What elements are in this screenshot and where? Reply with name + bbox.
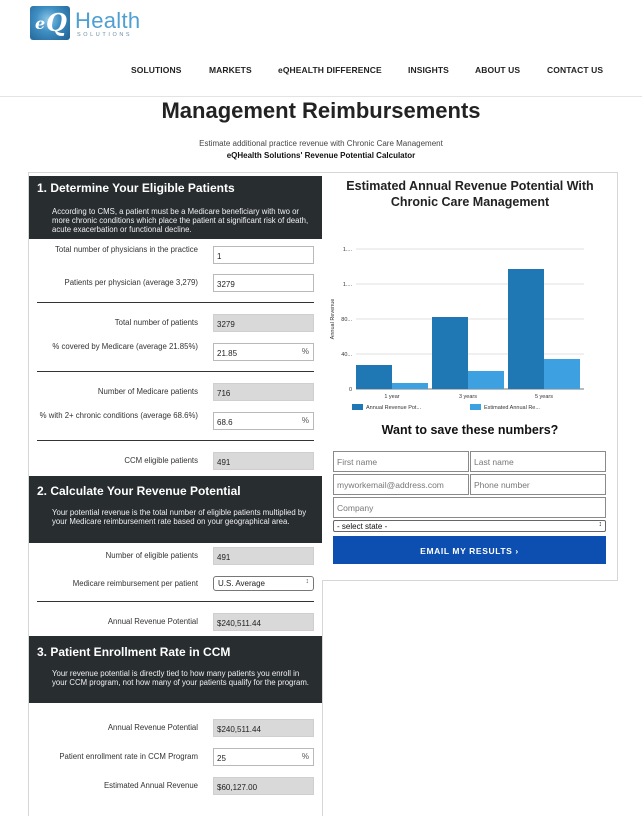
patients-per-physician-label: Patients per physician (average 3,279) <box>64 278 198 287</box>
results-panel <box>322 172 618 581</box>
last-name-input[interactable]: Last name <box>470 451 606 472</box>
x-tick-label: 1 year <box>384 394 400 400</box>
annual-revenue-label: Annual Revenue Potential <box>107 617 198 626</box>
section-3-header <box>29 636 322 703</box>
first-name-input[interactable]: First name <box>333 451 469 472</box>
company-input[interactable]: Company <box>333 497 606 518</box>
main-nav <box>0 65 642 77</box>
enrollment-rate-row <box>29 748 322 768</box>
reimbursement-row <box>29 575 322 595</box>
chronic-pct-label: % with 2+ chronic conditions (average 68.6%) <box>39 411 198 420</box>
chronic-pct-input[interactable] <box>213 412 314 430</box>
y-tick-label: 1.... <box>342 247 352 253</box>
annual-revenue-2-label: Annual Revenue Potential <box>107 723 198 732</box>
bar-estimated-revenue <box>392 383 428 389</box>
y-tick-label: 80... <box>341 317 352 323</box>
select-arrows-icon: ↕ <box>598 521 602 528</box>
email-results-button[interactable]: EMAIL MY RESULTS › <box>333 536 606 564</box>
phone-input[interactable]: Phone number <box>470 474 606 495</box>
annual-revenue-2-output: $240,511.44 <box>213 719 314 737</box>
ccm-eligible-row <box>29 452 322 472</box>
x-tick-label: 3 years <box>458 394 478 400</box>
ccm-eligible-output: 491 <box>213 452 314 470</box>
medicare-pct-input[interactable] <box>213 343 314 361</box>
enrollment-rate-input[interactable] <box>213 748 314 766</box>
revenue-chart <box>328 235 614 420</box>
bar-estimated-revenue <box>544 359 580 389</box>
bar-estimated-revenue <box>468 371 504 389</box>
state-select[interactable] <box>333 520 606 532</box>
email-input[interactable]: myworkemail@address.com <box>333 474 469 495</box>
section-3-description: Your revenue potential is directly tied to how many patients you enroll in your CCM program, not how many of your patients qualify for the program. <box>52 669 309 687</box>
section-2-description: Your potential revenue is the total number of eligible patients multiplied by your Medicare reimbursement rate based on your geographical area. <box>52 508 307 526</box>
state-select-value: - select state - <box>337 522 388 531</box>
legend-swatch <box>352 404 363 410</box>
eligible-patients-label: Number of eligible patients <box>105 551 198 560</box>
bar-revenue-potential <box>508 269 544 389</box>
y-axis-label: Annual Revenue <box>330 298 336 340</box>
y-tick-label: 1.... <box>342 282 352 288</box>
section-3-title: 3. Patient Enrollment Rate in CCM <box>37 645 231 659</box>
total-patients-output: 3279 <box>213 314 314 332</box>
legend-label: Annual Revenue Pot... <box>366 405 422 411</box>
chronic-pct-row <box>29 411 322 431</box>
section-1-header <box>29 176 322 239</box>
logo-wordmark: Health <box>75 8 141 33</box>
annual-revenue-row <box>29 613 322 633</box>
eligible-patients-row <box>29 547 322 567</box>
eligible-patients-output: 491 <box>213 547 314 565</box>
section-2-header <box>29 476 322 543</box>
chart-panel-title: Estimated Annual Revenue Potential With Chronic Care Management <box>346 179 594 209</box>
logo-tagline: SOLUTIONS <box>77 32 133 38</box>
chronic-pct-value: 68.6 <box>217 418 233 427</box>
patients-per-physician-row <box>29 274 322 294</box>
annual-revenue-2-row <box>29 719 322 739</box>
save-numbers-title: Want to save these numbers? <box>381 423 559 437</box>
reimbursement-select[interactable] <box>213 576 314 591</box>
nav-contact-us[interactable]: CONTACT US <box>547 65 604 75</box>
percent-sign: % <box>301 347 309 356</box>
physicians-row <box>29 245 322 265</box>
estimated-revenue-row <box>29 777 322 797</box>
estimated-revenue-output: $60,127.00 <box>213 777 314 795</box>
header-divider <box>0 96 642 97</box>
section-1-divider-1 <box>37 302 314 303</box>
estimated-revenue-label: Estimated Annual Revenue <box>103 781 198 790</box>
legend-label: Estimated Annual Re... <box>484 405 540 411</box>
calculator-name: eQHealth Solutions' Revenue Potential Calculator <box>226 151 416 160</box>
physicians-input[interactable]: 1 <box>213 246 314 264</box>
bar-revenue-potential <box>356 365 392 389</box>
page-subtitle: Estimate additional practice revenue with Chronic Care Management <box>199 139 443 148</box>
nav-eqhealth-difference[interactable]: eQHEALTH DIFFERENCE <box>278 65 382 75</box>
logo-mark-e: e <box>35 14 46 33</box>
total-patients-label: Total number of patients <box>114 318 198 327</box>
medicare-pct-row <box>29 342 322 362</box>
page-title: Management Reimbursements <box>161 98 481 123</box>
reimbursement-label: Medicare reimbursement per patient <box>72 579 198 588</box>
nav-markets[interactable]: MARKETS <box>209 65 252 75</box>
enrollment-rate-label: Patient enrollment rate in CCM Program <box>59 752 198 761</box>
medicare-patients-label: Number of Medicare patients <box>97 387 198 396</box>
revenue-calculator <box>28 172 323 816</box>
section-1-title: 1. Determine Your Eligible Patients <box>37 181 235 195</box>
x-tick-label: 5 years <box>534 394 554 400</box>
y-tick-label: 0 <box>348 387 352 393</box>
medicare-patients-row <box>29 383 322 403</box>
section-1-description: According to CMS, a patient must be a Medicare beneficiary with two or more chronic conditions which place the patient at significant risk of death, acute exacerbation or functional decline. <box>52 207 309 234</box>
medicare-patients-output: 716 <box>213 383 314 401</box>
total-patients-row <box>29 314 322 334</box>
select-arrows-icon: ↕ <box>305 578 309 585</box>
legend-swatch <box>470 404 481 410</box>
bar-revenue-potential <box>432 317 468 389</box>
section-2-title: 2. Calculate Your Revenue Potential <box>37 484 241 498</box>
logo-mark <box>30 6 70 40</box>
reimbursement-selected: U.S. Average <box>218 579 265 588</box>
section-2-divider <box>37 601 314 602</box>
nav-about-us[interactable]: ABOUT US <box>475 65 521 75</box>
section-1-divider-3 <box>37 440 314 441</box>
annual-revenue-output: $240,511.44 <box>213 613 314 631</box>
percent-sign: % <box>301 752 309 761</box>
enrollment-rate-value: 25 <box>217 754 226 763</box>
nav-insights[interactable]: INSIGHTS <box>408 65 449 75</box>
medicare-pct-label: % covered by Medicare (average 21.85%) <box>52 342 198 351</box>
logo-mark-q: Q <box>46 8 67 37</box>
y-tick-label: 40... <box>341 352 352 358</box>
ccm-eligible-label: CCM eligible patients <box>124 456 198 465</box>
section-1-divider-2 <box>37 371 314 372</box>
nav-solutions[interactable]: SOLUTIONS <box>131 65 182 75</box>
percent-sign: % <box>301 416 309 425</box>
patients-per-physician-input[interactable]: 3279 <box>213 274 314 292</box>
physicians-label: Total number of physicians in the practice <box>54 245 198 254</box>
medicare-pct-value: 21.85 <box>217 349 238 358</box>
eqhealth-logo[interactable] <box>30 6 140 42</box>
